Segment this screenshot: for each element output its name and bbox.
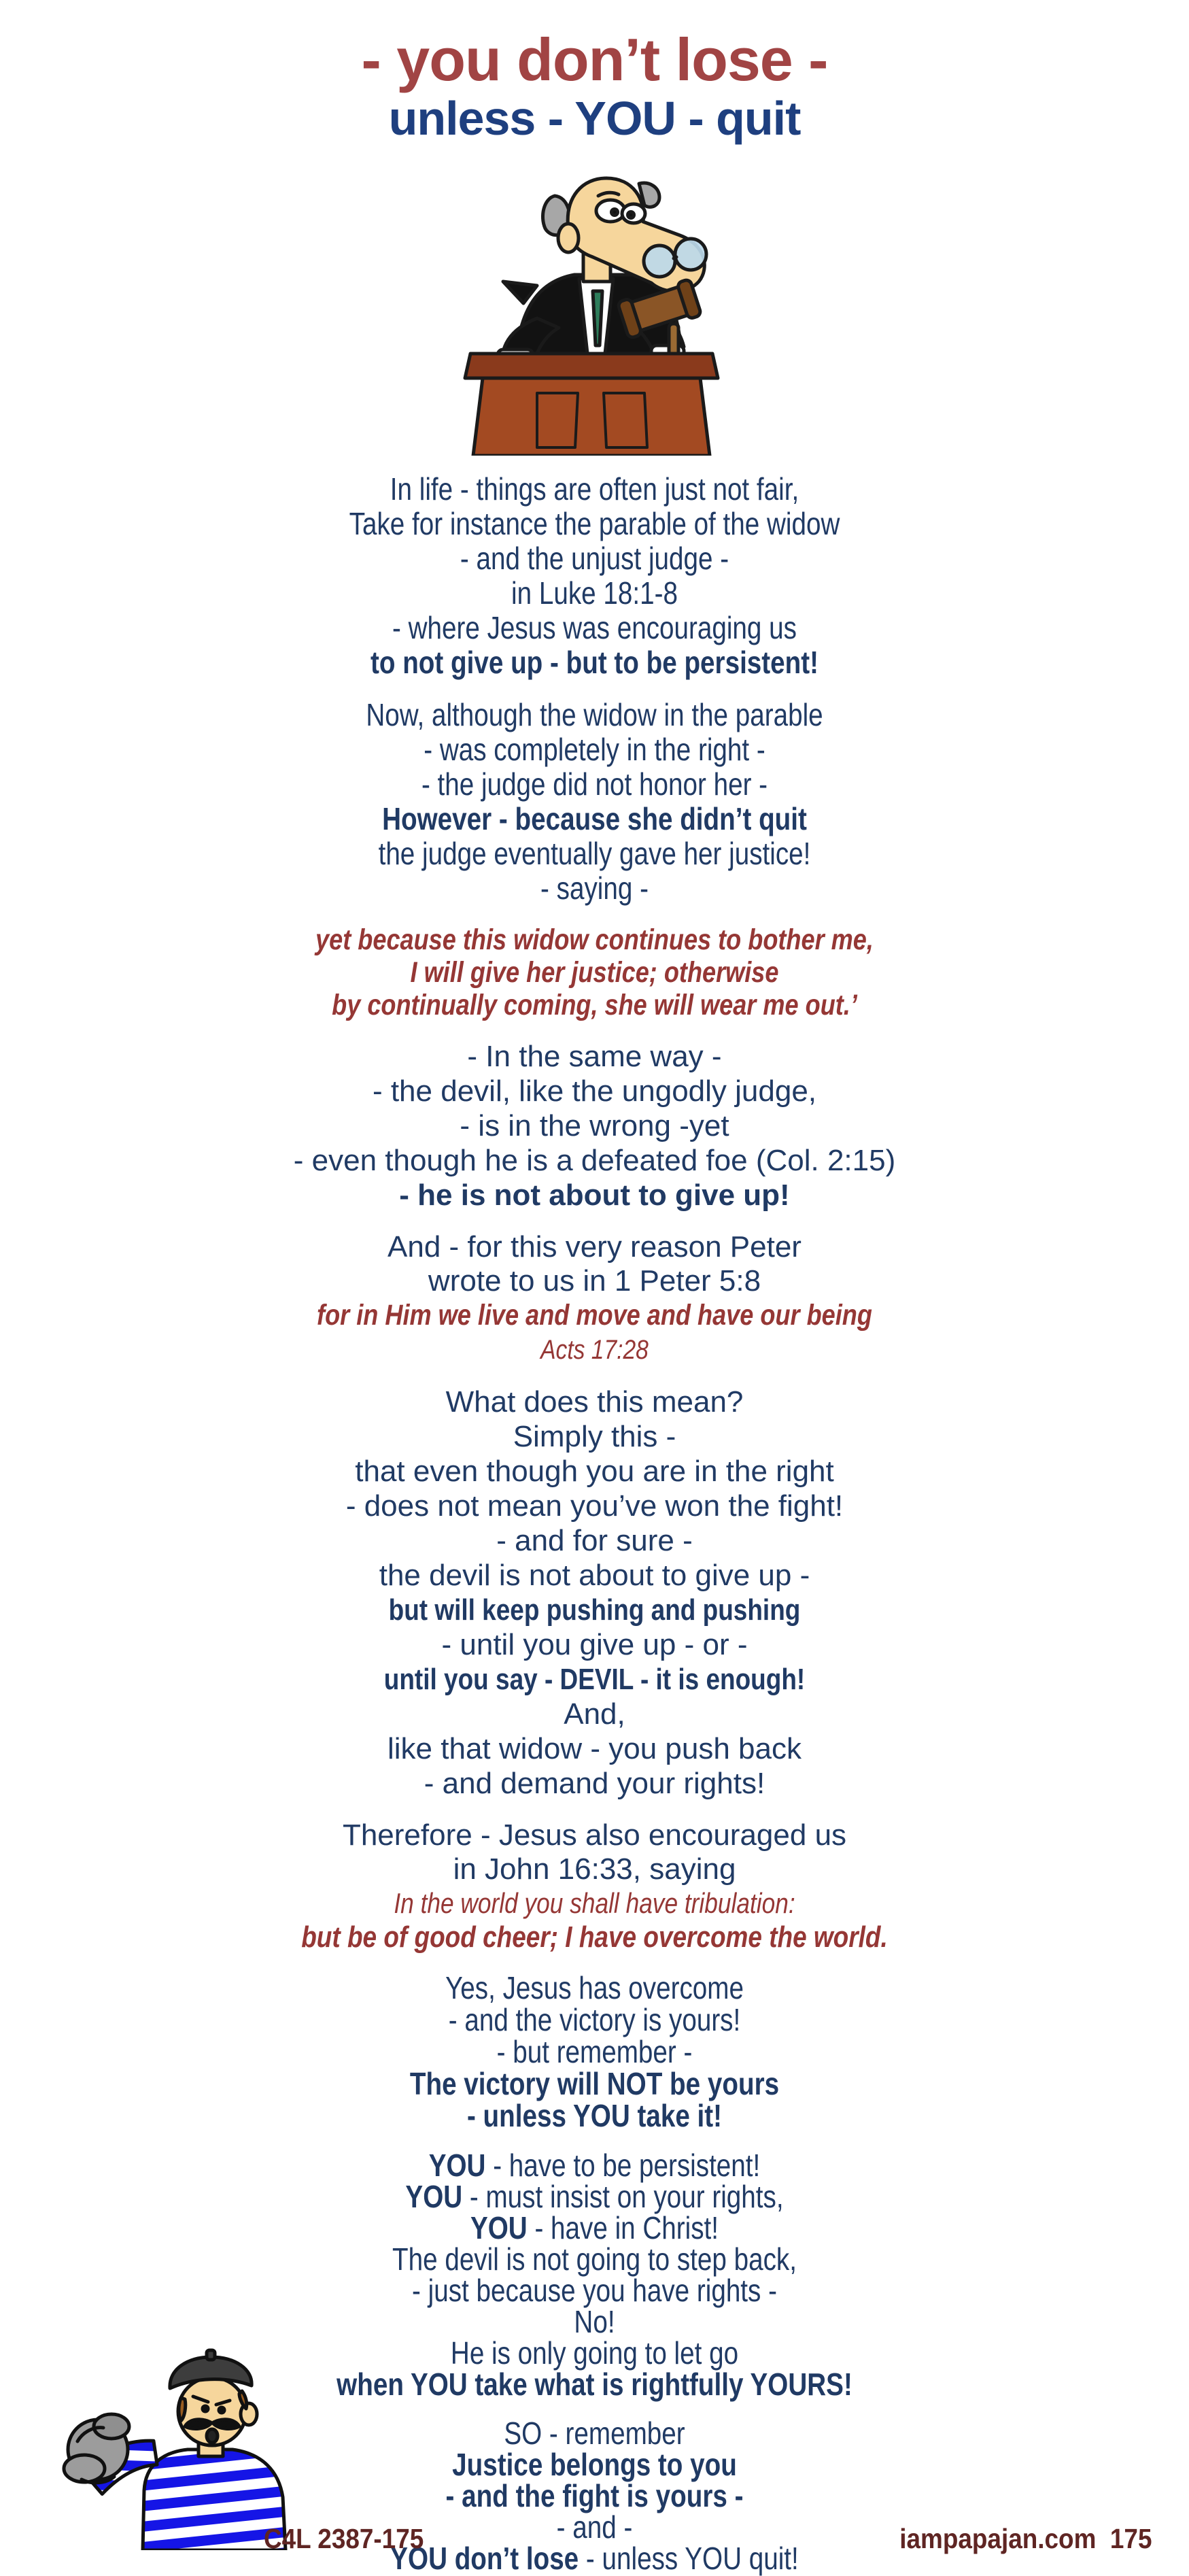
text-line [0, 1523, 1189, 1558]
text-line [95, 1662, 1094, 1697]
text-segment: Take for instance the parable of the widow [349, 505, 840, 541]
text-segment: No! [574, 2303, 615, 2339]
text-line [0, 1108, 1189, 1143]
text-line [0, 1419, 1189, 1454]
text-segment: SO - remember [504, 2415, 685, 2451]
text-segment: - and the victory is yours! [448, 2001, 741, 2037]
section-s7 [0, 1818, 1189, 1954]
text-line [95, 2033, 1094, 2069]
text-segment: - does not mean you’ve won the fight! [345, 1489, 844, 1523]
text-line [95, 2209, 1094, 2245]
text-segment: - have in Christ! [527, 2209, 719, 2245]
text-line [0, 1385, 1189, 1419]
judge-cartoon-image [435, 148, 755, 456]
text-segment: Simply this - [513, 1419, 676, 1453]
section-s2 [0, 698, 1189, 906]
text-segment: - was completely in the right - [424, 731, 765, 767]
text-line [95, 472, 1094, 507]
text-line [0, 1627, 1189, 1662]
flyer-page [0, 26, 1189, 2576]
text-segment: He is only going to let go [450, 2335, 739, 2371]
text-line [95, 645, 1094, 680]
text-segment: - saying - [540, 870, 649, 906]
text-line [0, 1697, 1189, 1731]
text-segment: However - because she didn’t quit [382, 800, 807, 836]
text-segment: - and demand your rights! [424, 1766, 765, 1800]
text-segment: - he is not about to give up! [399, 1178, 790, 1212]
text-line [0, 1143, 1189, 1178]
text-line [95, 576, 1094, 611]
text-segment: in John 16:33, saying [453, 1852, 736, 1886]
text-segment: when YOU take what is rightfully YOURS! [337, 2366, 852, 2402]
text-line [0, 1178, 1189, 1213]
text-line [95, 2001, 1094, 2037]
section-s1 [0, 472, 1189, 680]
text-line [95, 1593, 1094, 1627]
text-segment: And - for this very reason Peter [387, 1230, 802, 1264]
text-segment: to not give up - but to be persistent! [370, 644, 818, 680]
text-line [95, 2272, 1094, 2308]
text-segment: I will give her justice; otherwise [410, 955, 779, 989]
text-segment: yet because this widow continues to bother me, [315, 923, 874, 956]
text-segment: the devil is not about to give up - [379, 1558, 810, 1592]
text-line [95, 1886, 1094, 1920]
text-segment: - but remember - [496, 2033, 693, 2069]
text-line [95, 956, 1094, 989]
text-segment: by continually coming, she will wear me out.’ [332, 988, 857, 1021]
footer-site-label: iampapajan.com 175 [899, 2523, 1152, 2554]
text-line [95, 611, 1094, 645]
text-segment: YOU [470, 2209, 528, 2245]
text-segment: Therefore - Jesus also encouraged us [342, 1818, 847, 1852]
text-segment: but will keep pushing and pushing [388, 1593, 801, 1627]
text-line [95, 2243, 1094, 2275]
text-line [0, 1818, 1189, 1852]
text-line [95, 698, 1094, 732]
text-line [0, 1489, 1189, 1523]
text-segment: but be of good cheer; I have overcome the world. [301, 1920, 888, 1954]
pointing-man-illustration [54, 2346, 333, 2550]
text-segment: Now, although the widow in the parable [366, 696, 823, 732]
text-segment: And, [564, 1697, 625, 1731]
text-segment: - just because you have rights - [412, 2272, 777, 2308]
text-line [95, 2147, 1094, 2183]
text-line [0, 1731, 1189, 1766]
text-segment: YOU [405, 2178, 463, 2214]
page-subtitle: unless - YOU - quit [388, 92, 801, 146]
page-title: - you don’t lose - [361, 26, 828, 93]
text-line [0, 1264, 1189, 1298]
text-segment: until you say - DEVIL - it is enough! [383, 1662, 806, 1696]
text-line [95, 2303, 1094, 2339]
text-line [95, 1332, 1094, 1367]
text-line [95, 1969, 1094, 2005]
text-segment: In life - things are often just not fair, [390, 471, 799, 507]
text-segment: - must insist on your rights, [462, 2178, 784, 2214]
text-segment: like that widow - you push back [387, 1731, 802, 1765]
text-line [95, 871, 1094, 906]
text-line [0, 1852, 1189, 1886]
text-line [0, 1766, 1189, 1801]
footer-code-label: C4L 2387-175 [264, 2523, 424, 2554]
text-line [95, 2097, 1094, 2133]
footer [0, 2523, 1189, 2555]
text-line [95, 2065, 1094, 2101]
text-segment: Acts 17:28 [540, 1334, 649, 1365]
text-segment: the judge eventually gave her justice! [378, 835, 811, 871]
text-segment: - and the fight is yours - [445, 2477, 744, 2513]
text-segment: in Luke 18:1-8 [511, 575, 678, 611]
text-segment: - unless YOU quit! [579, 2540, 799, 2576]
section-s8 [0, 1969, 1189, 2133]
text-line [95, 836, 1094, 871]
text-line [0, 1558, 1189, 1593]
text-line [95, 923, 1094, 956]
text-segment: - is in the wrong -yet [460, 1108, 729, 1142]
section-s6 [0, 1385, 1189, 1801]
text-line [0, 1074, 1189, 1108]
text-segment: - the judge did not honor her - [421, 766, 768, 802]
text-segment: - unless YOU take it! [466, 2097, 723, 2133]
text-segment: - and the unjust judge - [460, 540, 729, 576]
text-line [95, 989, 1094, 1021]
text-segment: - the devil, like the ungodly judge, [372, 1074, 817, 1108]
section-s4 [0, 1039, 1189, 1213]
text-segment: What does this mean? [445, 1385, 744, 1419]
text-sections [0, 472, 1189, 2574]
text-segment: - have to be persistent! [485, 2147, 761, 2183]
text-line [95, 1298, 1094, 1332]
text-line [95, 2178, 1094, 2214]
text-line [0, 1039, 1189, 1074]
text-line [95, 732, 1094, 767]
text-segment: that even though you are in the right [355, 1454, 834, 1488]
section-s3 [0, 923, 1189, 1021]
text-line [95, 541, 1094, 576]
text-segment: - where Jesus was encouraging us [392, 609, 797, 645]
text-segment: The devil is not going to step back, [392, 2241, 797, 2277]
text-line [95, 1920, 1094, 1954]
text-segment: for in Him we live and move and have our being [317, 1298, 872, 1332]
text-segment: - and - [556, 2509, 633, 2545]
text-line [0, 1230, 1189, 1264]
text-segment: YOU don’t lose [390, 2540, 579, 2576]
text-segment: - In the same way - [467, 1039, 722, 1073]
text-segment: In the world you shall have tribulation: [394, 1886, 795, 1919]
text-segment: - until you give up - or - [441, 1627, 748, 1661]
judge-illustration [0, 148, 1189, 456]
text-line [0, 1454, 1189, 1489]
text-line [95, 767, 1094, 802]
text-line [95, 802, 1094, 836]
text-segment: YOU [428, 2147, 486, 2183]
text-segment: - and for sure - [496, 1523, 693, 1557]
text-segment: wrote to us in 1 Peter 5:8 [428, 1264, 761, 1298]
text-segment: - even though he is a defeated foe (Col. 2:15) [293, 1143, 896, 1177]
text-segment: The victory will NOT be yours [409, 2065, 780, 2101]
text-segment: Yes, Jesus has overcome [445, 1969, 744, 2005]
text-segment: Justice belongs to you [452, 2446, 737, 2482]
text-line [95, 507, 1094, 541]
section-s5 [0, 1230, 1189, 1367]
pointing-man-cartoon-image [54, 2346, 333, 2550]
